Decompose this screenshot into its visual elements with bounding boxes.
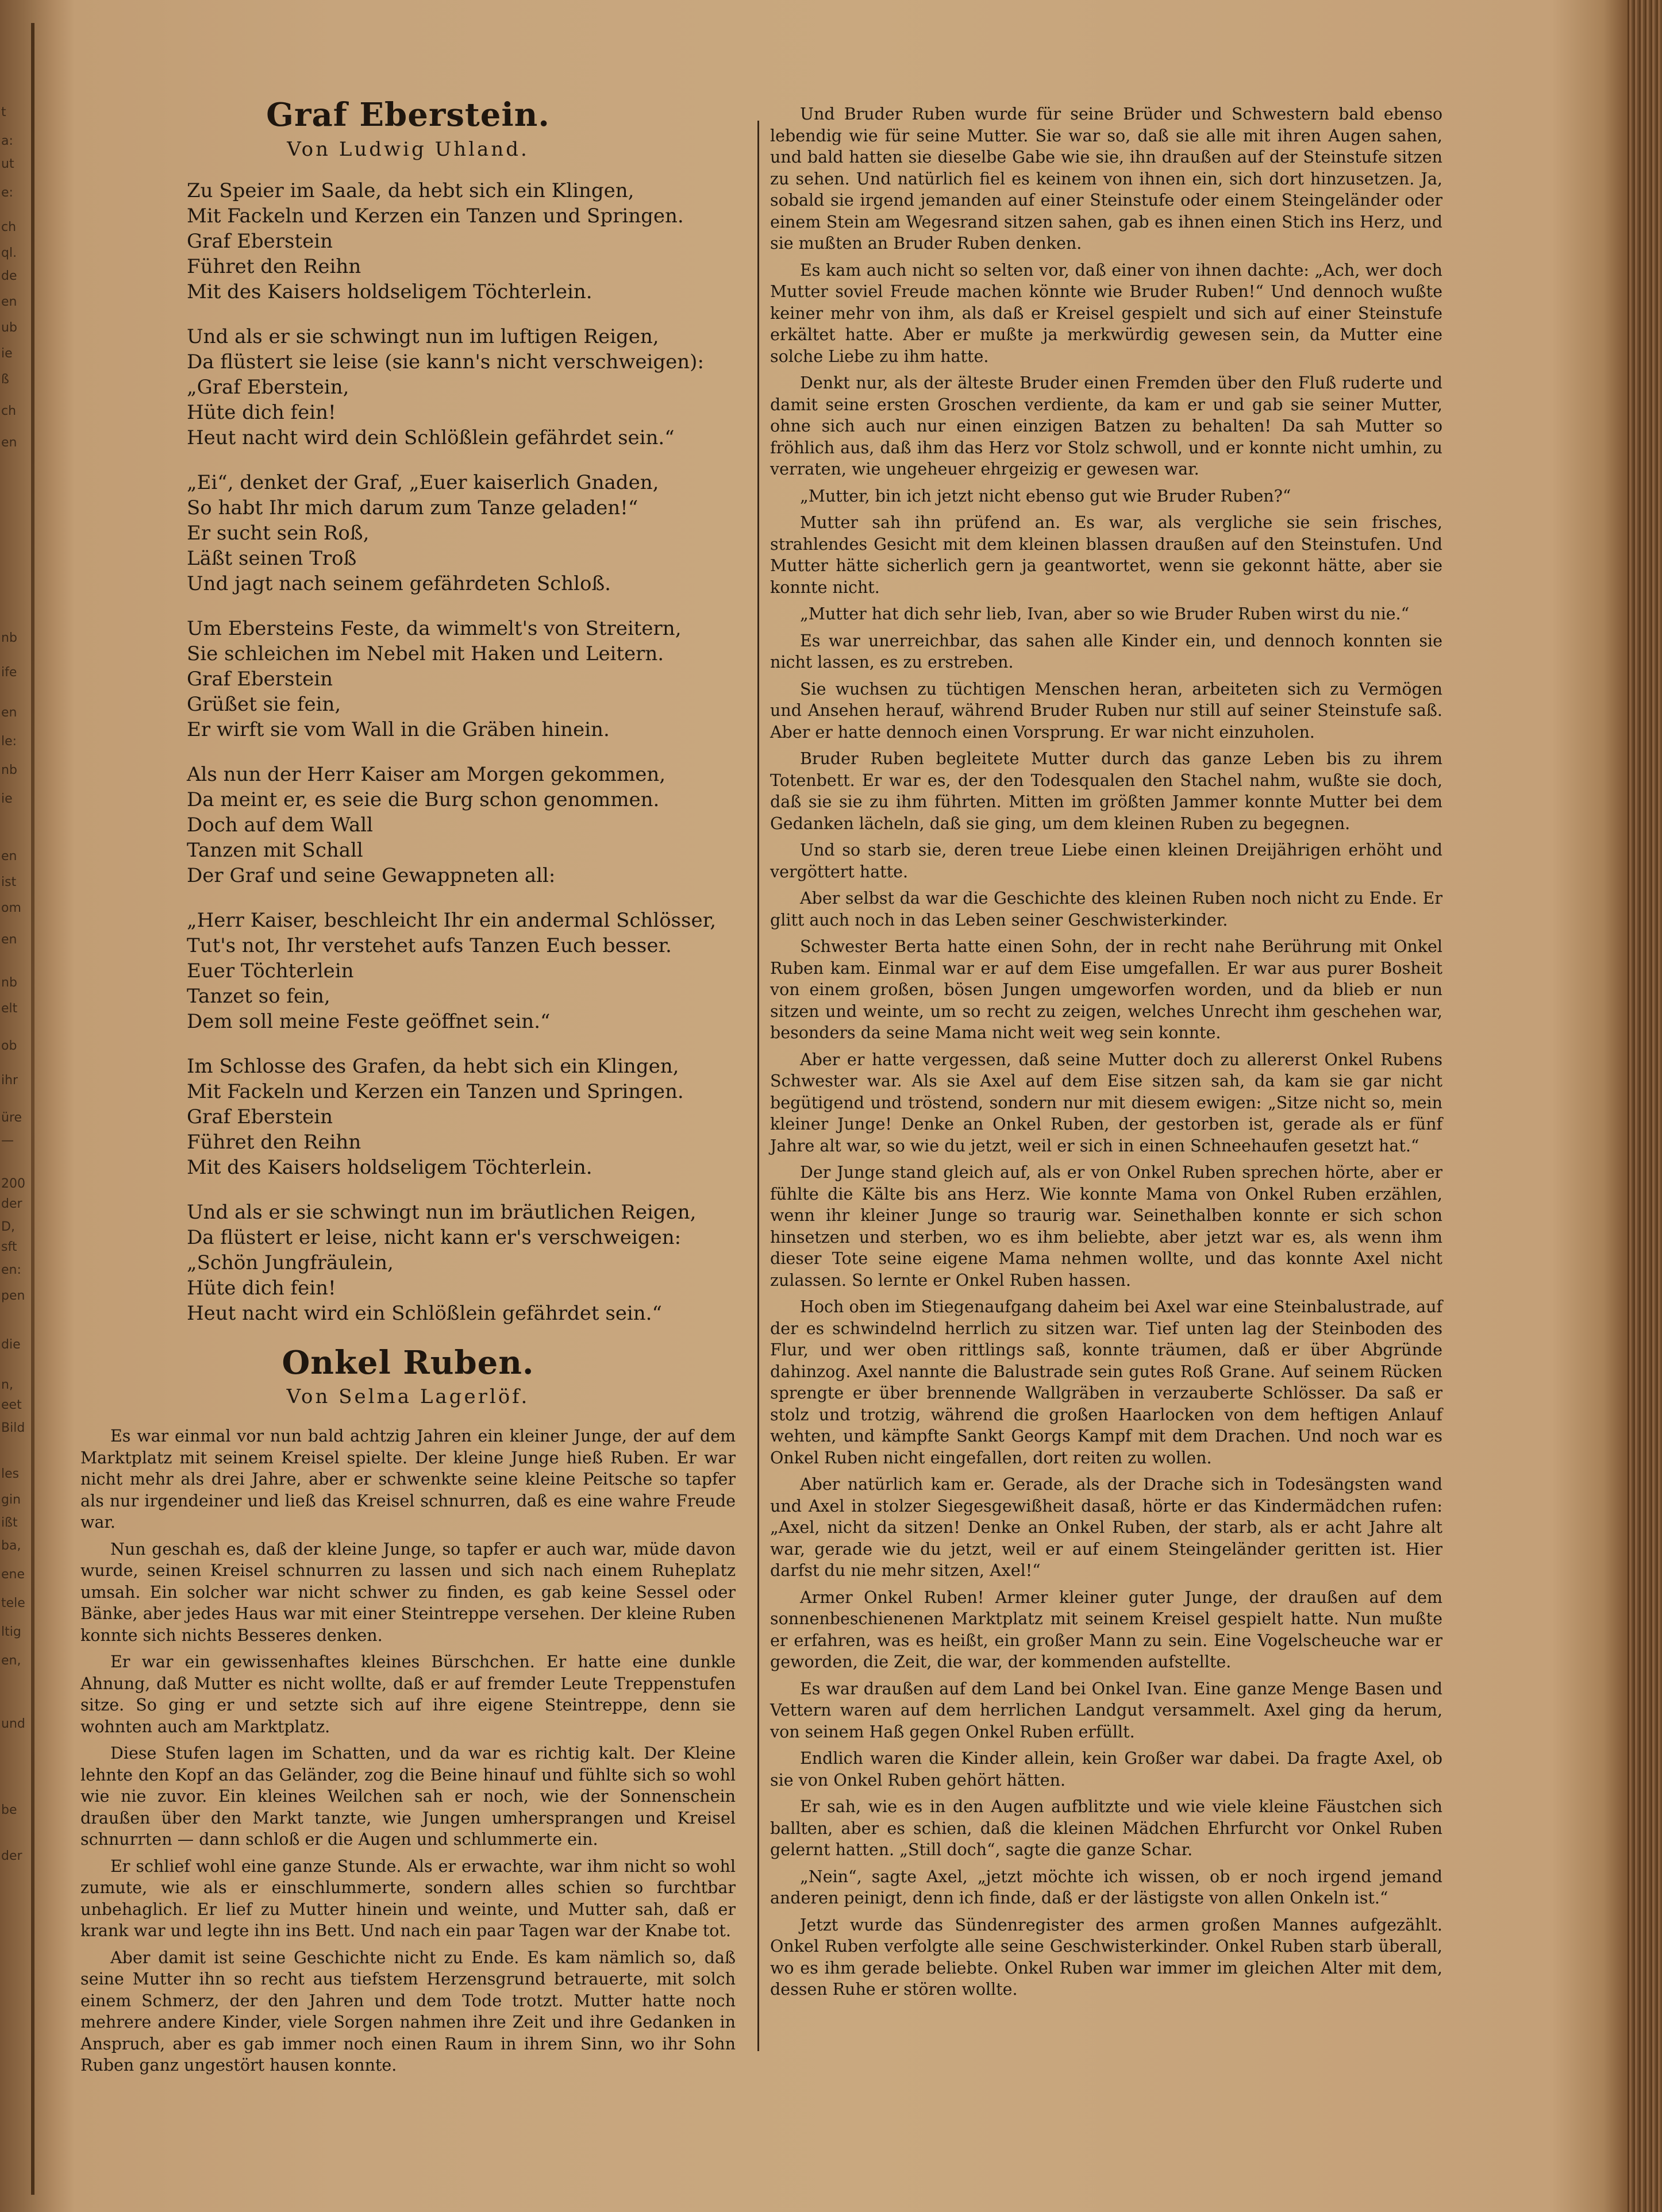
story-paragraph: Es war einmal vor nun bald achtzig Jahren ein kleiner Junge, der auf dem Marktplatz mit seinem Kreisel spielte. Der kleine Junge hieß Ruben. Er war nicht mehr als drei Jahre, aber er schwenkte seine kleine Peitsche so tapfer als nur irgendeiner und ließ das Kreisel schnurren, daß es eine wahre Freude war. <box>80 1427 736 1532</box>
story-paragraph: Er schlief wohl eine ganze Stunde. Als er erwachte, war ihm nicht so wohl zumute, wie als er einschlummerte, sondern alles schien so furchtbar unbehaglich. Er lief zu Mutter hinein und weinte, und Mutter sah, daß er krank war und legte ihn ins Bett. Und nach ein paar Tagen war der Knabe tot. <box>80 1856 736 1941</box>
margin-fragment: nb <box>1 631 17 645</box>
verse-line: Dem soll meine Feste geöffnet sein.“ <box>187 1009 551 1033</box>
story-paragraph: „Nein“, sagte Axel, „jetzt möchte ich wissen, ob er noch irgend jemand anderen peinigt, denn ich finde, daß er der lästigste von allen Onkeln ist.“ <box>770 1867 1442 1907</box>
margin-fragment: ob <box>1 1039 17 1053</box>
poem-body <box>80 178 736 1326</box>
verse-line: Graf Eberstein <box>187 229 333 253</box>
verse-line: Läßt seinen Troß <box>187 546 357 570</box>
margin-fragment: ql. <box>1 246 17 260</box>
story-paragraph: Jetzt wurde das Sündenregister des armen großen Mannes aufgezählt. Onkel Ruben verfolgte alle seine Geschwisterkinder. Onkel Ruben starb überall, wo es ihm gerade beliebte. Onkel Ruben war immer im gleichen Alter mit dem, dessen Ruhe er stören wollte. <box>770 1915 1442 1999</box>
margin-fragment: ie <box>1 346 13 361</box>
binding-edge <box>31 23 34 2195</box>
poem-stanza <box>187 324 736 450</box>
verse-line: Mit des Kaisers holdseligem Töchterlein. <box>187 280 593 303</box>
margin-fragment: ene <box>1 1567 25 1582</box>
verse-line: Hüte dich fein! <box>187 1276 336 1300</box>
verse-line: Zu Speier im Saale, da hebt sich ein Klingen, <box>187 179 634 202</box>
margin-fragment: der <box>1 1849 22 1863</box>
story-author: Von Selma Lagerlöf. <box>286 1385 530 1409</box>
story-paragraph: „Mutter hat dich sehr lieb, Ivan, aber so wie Bruder Ruben wirst du nie.“ <box>800 604 1410 623</box>
story-paragraph: Und so starb sie, deren treue Liebe einen kleinen Dreijährigen erhöht und vergöttert hatte. <box>770 841 1442 881</box>
page-stack-edge <box>1628 0 1662 2212</box>
verse-line: Er wirft sie vom Wall in die Gräben hinein. <box>187 718 610 741</box>
story-paragraph: Es kam auch nicht so selten vor, daß einer von ihnen dachte: „Ach, wer doch Mutter soviel Freude machen könnte wie Bruder Ruben!“ Und dennoch wußte keiner mehr von ihm, als daß er Kreisel gespielt und sich auf einer Steinstufe erkältet hatte. Aber er mußte ja merkwürdig gewesen sein, da Mutter eine solche Liebe zu ihm hatte. <box>770 260 1442 366</box>
margin-fragment: ba, <box>1 1539 21 1553</box>
margin-fragment: en <box>1 295 17 309</box>
story-paragraph: Aber natürlich kam er. Gerade, als der Drache sich in Todesängsten wand und Axel in stolzer Siegesgewißheit dasaß, hörte er das Kindermädchen rufen: „Axel, nicht da sitzen! Denke an Onkel Ruben, der starb, als er acht Jahre alt war, gerade wie du jetzt, weil er auf einem Steingeländer geritten ist. Hier darfst du nie mehr sitzen, Axel!“ <box>770 1475 1442 1580</box>
margin-fragment: ihr <box>1 1073 18 1088</box>
verse-line: Und als er sie schwingt nun im bräutlichen Reigen, <box>187 1200 697 1224</box>
story-paragraph: Bruder Ruben begleitete Mutter durch das ganze Leben bis zu ihrem Totenbett. Er war es, der den Todesqualen den Stachel nahm, wußte sie doch, daß sie sie zu ihm führten. Mitten im größten Jammer konnte Mutter bei dem Gedanken lächeln, daß sie ging, um dem kleinen Ruben zu begegnen. <box>770 749 1442 833</box>
story-paragraph: Armer Onkel Ruben! Armer kleiner guter Junge, der draußen auf dem sonnenbeschienenen Marktplatz mit seinem Kreisel gespielt hatte. Nun mußte er erfahren, was es heißt, ein großer Mann zu sein. Eine Vogelscheuche war er geworden, die Zeit, die war, der kommenden aufstellte. <box>770 1587 1442 1671</box>
margin-fragment: gin <box>1 1493 21 1507</box>
margin-fragment: ife <box>1 665 17 680</box>
poem-stanza <box>187 762 736 888</box>
margin-fragment: a: <box>1 134 13 148</box>
verse-line: Da flüstert sie leise (sie kann's nicht verschweigen): <box>187 350 704 373</box>
left-column <box>80 98 736 2082</box>
poem-title: Graf Eberstein. <box>266 96 550 134</box>
verse-line: Tanzet so fein, <box>187 984 330 1008</box>
verse-line: „Herr Kaiser, beschleicht Ihr ein andermal Schlösser, <box>187 908 717 932</box>
verse-line: Heut nacht wird dein Schlößlein gefährdet sein.“ <box>187 426 675 449</box>
verse-line: Um Ebersteins Feste, da wimmelt's von Streitern, <box>187 616 682 640</box>
story-paragraph: Schwester Berta hatte einen Sohn, der in recht nahe Berührung mit Onkel Ruben kam. Einmal war er auf dem Eise umgefallen. Er war aus purer Bosheit von einem großen, bösen Jungen umgeworfen worden, und da blieb er nun sitzen und weinte, um so recht zu zeigen, welches Unrecht ihm geschehen war, besonders da seine Mama nicht weit weg sein konnte. <box>770 937 1442 1042</box>
story-paragraph: Er war ein gewissenhaftes kleines Bürschchen. Er hatte eine dunkle Ahnung, daß Mutter es nicht wollte, daß er auf fremder Leute Treppenstufen sitze. So ging er und setzte sich auf ihre eigene Steintreppe, denn sie wohnten auch am Marktplatz. <box>80 1652 736 1736</box>
story-paragraph: Er sah, wie es in den Augen aufblitzte und wie viele kleine Fäustchen sich ballten, aber es schien, daß die kleinen Mädchen Ehrfurcht vor Onkel Ruben gelernt hatten. „Still doch“, sagte die ganze Schar. <box>770 1797 1442 1859</box>
margin-fragment: n, <box>1 1378 13 1392</box>
poem-author: Von Ludwig Uhland. <box>287 137 529 161</box>
poem-stanza <box>187 470 736 596</box>
story-paragraph: Sie wuchsen zu tüchtigen Menschen heran, arbeiteten sich zu Vermögen und Ansehen herauf, während Bruder Ruben nur still auf seiner Steinstufe saß. Aber er hatte dennoch einen Vorsprung. Er war nicht einzuholen. <box>770 679 1442 742</box>
margin-fragment: de <box>1 269 17 283</box>
margin-fragment: ch <box>1 220 17 234</box>
story-paragraph: Und Bruder Ruben wurde für seine Brüder und Schwestern bald ebenso lebendig wie für seine Mutter. Sie war so, daß sie alle mit ihren Augen sahen, und bald hatten sie dieselbe Gabe wie sie, ihn draußen auf der Steinstufe sitzen zu sehen. Und natürlich fiel es keinem von ihnen ein, sich dort hinzusetzen. Ja, sobald sie irgend jemanden auf einer Steinstufe oder einem Steingeländer oder einem Stein am Wegesrand sitzen sahen, gab es ihnen einen Stich ins Herz, und sie mußten an Bruder Ruben denken. <box>770 105 1442 253</box>
margin-fragment: 200 <box>1 1177 25 1191</box>
story-paragraph: Denkt nur, als der älteste Bruder einen Fremden über den Fluß ruderte und damit seine ersten Groschen verdiente, da kam er und gab sie seiner Mutter, ohne sich auch nur einen einzigen Batzen zu behalten! Da sah Mutter so fröhlich aus, daß ihm das Herz vor Stolz schwoll, und er konnte nicht umhin, zu verraten, wie ungeheuer ehrgeizig er gewesen war. <box>770 373 1442 479</box>
verse-line: Da flüstert er leise, nicht kann er's verschweigen: <box>187 1226 682 1249</box>
margin-fragment: sft <box>1 1240 17 1254</box>
verse-line: Tanzen mit Schall <box>187 838 363 862</box>
margin-fragment: en: <box>1 1263 21 1277</box>
verse-line: Er sucht sein Roß, <box>187 521 370 545</box>
verse-line: So habt Ihr mich darum zum Tanze geladen!“ <box>187 496 638 519</box>
verse-line: Mit des Kaisers holdseligem Töchterlein. <box>187 1155 593 1179</box>
story-paragraph: Aber damit ist seine Geschichte nicht zu Ende. Es kam nämlich so, daß seine Mutter ihn so recht aus tiefstem Herzensgrund betrauerte, mit solch einem Schmerz, der den Jahren und dem Tode trotzt. Mutter hatte noch mehrere andere Kinder, viele Sorgen nahmen ihre Zeit und ihre Gedanken in Anspruch, aber es gab immer noch einen Raum in ihrem Sinn, wo ihr Sohn Ruben ganz ungestört hausen konnte. <box>80 1948 736 2075</box>
verse-line: Mit Fackeln und Kerzen ein Tanzen und Springen. <box>187 204 684 228</box>
verse-line: „Ei“, denket der Graf, „Euer kaiserlich Gnaden, <box>187 471 659 494</box>
verse-line: Sie schleichen im Nebel mit Haken und Leitern. <box>187 642 664 665</box>
margin-fragment: üre <box>1 1111 22 1125</box>
verse-line: Graf Eberstein <box>187 667 333 691</box>
margin-fragment: en <box>1 849 17 864</box>
story-paragraph: Hoch oben im Stiegenaufgang daheim bei Axel war eine Steinbalustrade, auf der es schwindelnd herrlich zu sitzen war. Tief unten lag der Steinboden des Flur, und wer oben rittlings saß, konnte träumen, daß er über Abgründe dahinzog. Axel nannte die Balustrade sein gutes Roß Grane. Auf seinem Rücken sprengte er über brennende Wallgräben in verzauberte Schlösser. Da saß er stolz und trotzig, während die großen Haarlocken von dem heftigen Anlauf wehten, und kämpfte Sankt Georgs Kampf mit dem Drachen. Und noch war es Onkel Ruben nicht eingefallen, dort reiten zu wollen. <box>770 1297 1442 1467</box>
story-paragraph: Der Junge stand gleich auf, als er von Onkel Ruben sprechen hörte, aber er fühlte die Kälte bis ans Herz. Wie konnte Mama von Onkel Ruben erzählen, wenn ihr kleiner Junge so traurig war. Seinethalben konnte er sich schon hinsetzen und sterben, wo es ihm beliebte, aber jetzt war es, als wenn ihm dieser Tote seine eigene Mama nehmen wollte, und das konnte Axel nicht zulassen. So lernte er Onkel Ruben hassen. <box>770 1163 1442 1290</box>
margin-fragment: nb <box>1 763 17 777</box>
verse-line: „Graf Eberstein, <box>187 375 349 399</box>
verse-line: Mit Fackeln und Kerzen ein Tanzen und Springen. <box>187 1080 684 1103</box>
poem-stanza <box>187 1200 736 1326</box>
margin-fragment: ißt <box>1 1516 18 1530</box>
verse-line: „Schön Jungfräulein, <box>187 1251 394 1274</box>
verse-line: Im Schlosse des Grafen, da hebt sich ein Klingen, <box>187 1054 679 1078</box>
verse-line: Tut's not, Ihr verstehet aufs Tanzen Euch besser. <box>187 934 672 957</box>
margin-fragment: ch <box>1 404 17 418</box>
verse-line: Als nun der Herr Kaiser am Morgen gekommen, <box>187 762 666 786</box>
story-text-left <box>80 1425 736 2076</box>
poem-stanza <box>187 1054 736 1180</box>
margin-fragment: die <box>1 1338 21 1352</box>
story-title: Onkel Ruben. <box>282 1343 534 1382</box>
story-paragraph: Mutter sah ihn prüfend an. Es war, als vergliche sie sein frisches, strahlendes Gesicht mit dem kleinen blassen draußen auf den Steinstufen. Und Mutter hätte sicherlich gern ja geantwortet, wenn sie gekonnt hätte, aber sie konnte nicht. <box>770 513 1442 597</box>
verse-line: Und als er sie schwingt nun im luftigen Reigen, <box>187 325 659 348</box>
verse-line: Führet den Reihn <box>187 255 361 278</box>
margin-fragment: ß <box>1 372 9 387</box>
margin-fragment: ist <box>1 875 17 889</box>
margin-fragment: ltig <box>1 1625 21 1639</box>
margin-fragment: en <box>1 436 17 450</box>
margin-fragment: Bild <box>1 1421 25 1435</box>
margin-fragment: le: <box>1 734 17 749</box>
verse-line: Da meint er, es seie die Burg schon genommen. <box>187 788 660 811</box>
poem-stanza <box>187 616 736 742</box>
margin-fragment: be <box>1 1803 17 1817</box>
verse-line: Grüßet sie fein, <box>187 692 341 716</box>
margin-fragment: en <box>1 932 17 947</box>
margin-fragment: pen <box>1 1289 25 1303</box>
margin-fragment: ut <box>1 157 14 171</box>
story-paragraph: „Mutter, bin ich jetzt nicht ebenso gut wie Bruder Ruben?“ <box>800 486 1291 506</box>
verse-line: Führet den Reihn <box>187 1130 361 1154</box>
verse-line: Doch auf dem Wall <box>187 813 373 837</box>
column-rule <box>757 121 759 2051</box>
margin-fragment: D, <box>1 1220 15 1234</box>
verse-line: Euer Töchterlein <box>187 959 354 982</box>
poem-stanza <box>187 908 736 1034</box>
margin-fragment: der <box>1 1197 22 1211</box>
margin-fragment: nb <box>1 976 17 990</box>
poem-stanza <box>187 178 736 305</box>
margin-fragment: e: <box>1 186 13 200</box>
story-paragraph: Aber selbst da war die Geschichte des kleinen Ruben noch nicht zu Ende. Er glitt auch noch in das Leben seiner Geschwisterkinder. <box>770 889 1442 930</box>
right-column <box>770 103 1442 2006</box>
story-paragraph: Nun geschah es, daß der kleine Junge, so tapfer er auch war, müde davon wurde, seinen Kreisel schnurren zu lassen und sich nach einem Ruheplatz umsah. Ein solcher war nicht schwer zu finden, es gab keine Sessel oder Bänke, aber jedes Haus war mit einer Steintreppe versehen. Der kleine Ruben konnte sich nichts Besseres denken. <box>80 1539 736 1645</box>
margin-fragment: en <box>1 706 17 720</box>
story-paragraph: Aber er hatte vergessen, daß seine Mutter doch zu allererst Onkel Rubens Schwester war. Als sie Axel auf dem Eise sitzen sah, da kam sie gar nicht begütigend und tröstend, sondern nur mit diesem ewigen: „Sitze nicht so, mein kleiner Junge! Denke an Onkel Ruben, der gestorben ist, gerade als er fünf Jahre alt war, so wie du jetzt, weil er sich in einen Schneehaufen gesetzt hat.“ <box>770 1050 1442 1155</box>
story-paragraph: Diese Stufen lagen im Schatten, und da war es richtig kalt. Der Kleine lehnte den Kopf an das Geländer, zog die Beine hinauf und fühlte sich so wohl wie nie zuvor. Ein kleines Weilchen sah er noch, wie der Sonnenschein draußen über den Markt tanzte, wie Jungen umhersprangen und Kreisel schnurrten — dann schloß er die Augen und schlummerte ein. <box>80 1744 736 1849</box>
margin-fragment: t <box>1 105 6 120</box>
story-paragraph: Endlich waren die Kinder allein, kein Großer war dabei. Da fragte Axel, ob sie von Onkel Ruben gehört hätten. <box>770 1749 1442 1790</box>
verse-line: Der Graf und seine Gewappneten all: <box>187 864 556 887</box>
story-text-right <box>770 103 1442 2001</box>
verse-line: Graf Eberstein <box>187 1105 333 1128</box>
margin-fragment: eet <box>1 1398 22 1412</box>
margin-fragment: — <box>1 1134 14 1148</box>
verse-line: Heut nacht wird ein Schlößlein gefährdet sein.“ <box>187 1301 662 1325</box>
margin-fragment: les <box>1 1467 20 1481</box>
story-paragraph: Es war draußen auf dem Land bei Onkel Ivan. Eine ganze Menge Basen und Vettern waren auf dem herrlichen Landgut versammelt. Axel ging da herum, von seinem Haß gegen Onkel Ruben erfüllt. <box>770 1679 1442 1741</box>
margin-fragment: ub <box>1 321 17 335</box>
margin-fragment: en, <box>1 1654 21 1668</box>
margin-fragment: tele <box>1 1596 25 1610</box>
margin-fragment: und <box>1 1717 25 1731</box>
story-paragraph: Es war unerreichbar, das sahen alle Kinder ein, und dennoch konnten sie nicht lassen, es zu erstreben. <box>770 631 1442 672</box>
binding-margin <box>0 0 69 2212</box>
verse-line: Hüte dich fein! <box>187 400 336 424</box>
verse-line: Und jagt nach seinem gefährdeten Schloß. <box>187 572 611 595</box>
margin-fragment: om <box>1 901 21 915</box>
margin-fragment: elt <box>1 1001 18 1016</box>
margin-fragment: ie <box>1 792 13 806</box>
